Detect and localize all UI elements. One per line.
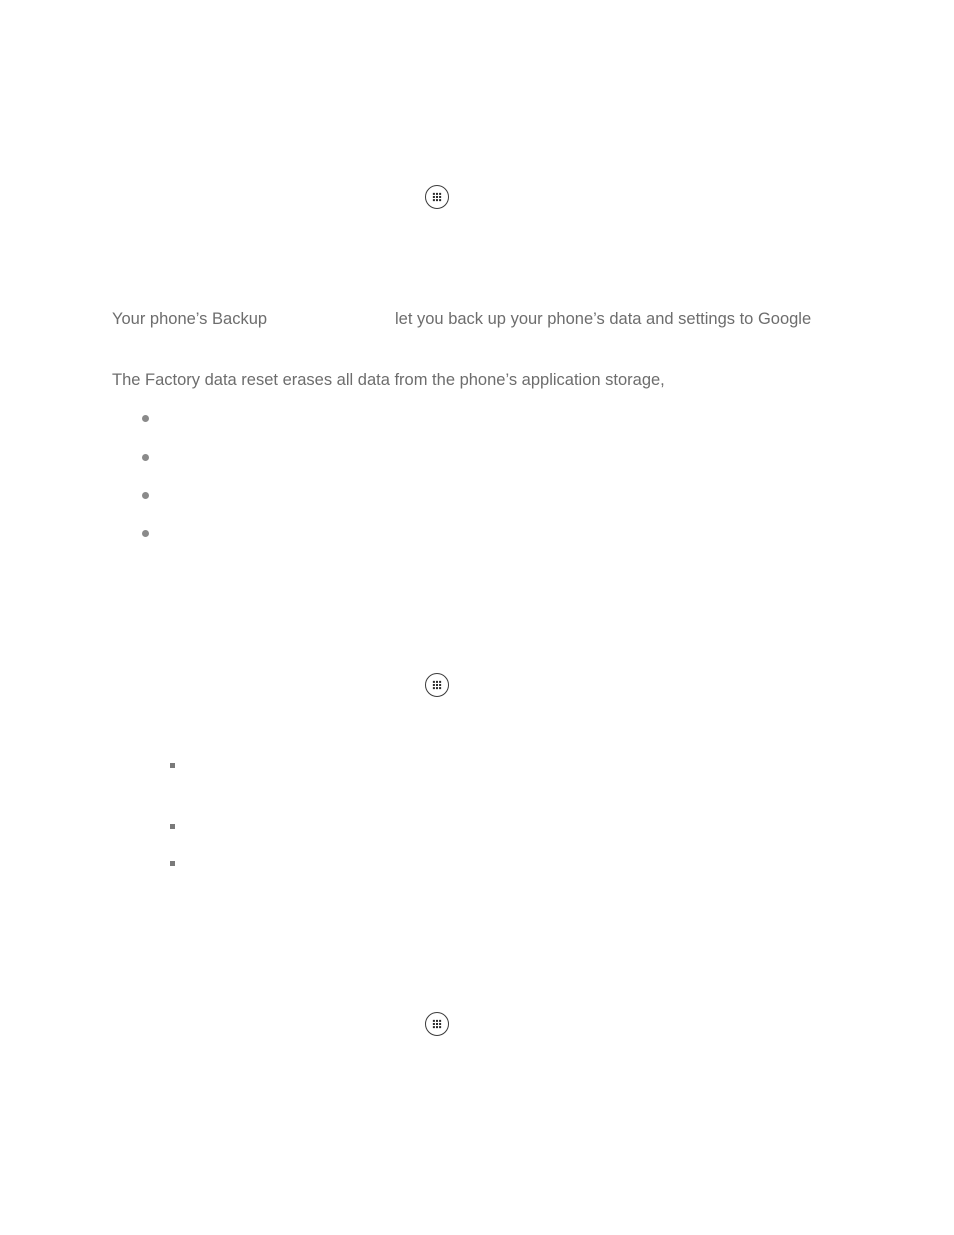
apps-grid-glyph xyxy=(426,186,448,208)
list-bullet-icon xyxy=(142,454,149,461)
backup-text-part2: let you back up your phone’s data and settings to Google xyxy=(395,310,812,328)
sub-bullet-icon xyxy=(170,824,175,829)
apps-icon xyxy=(425,1012,449,1036)
backup-text-part1: Your phone’s Backup xyxy=(112,310,268,328)
apps-grid-glyph xyxy=(426,1013,448,1035)
apps-icon xyxy=(425,185,449,209)
list-bullet-icon xyxy=(142,492,149,499)
list-bullet-icon xyxy=(142,415,149,422)
apps-grid-glyph xyxy=(426,674,448,696)
sub-bullet-icon xyxy=(170,861,175,866)
sub-bullet-icon xyxy=(170,763,175,768)
apps-icon xyxy=(425,673,449,697)
list-bullet-icon xyxy=(142,530,149,537)
factory-reset-intro: The Factory data reset erases all data from the phone’s application storage, xyxy=(112,371,665,389)
